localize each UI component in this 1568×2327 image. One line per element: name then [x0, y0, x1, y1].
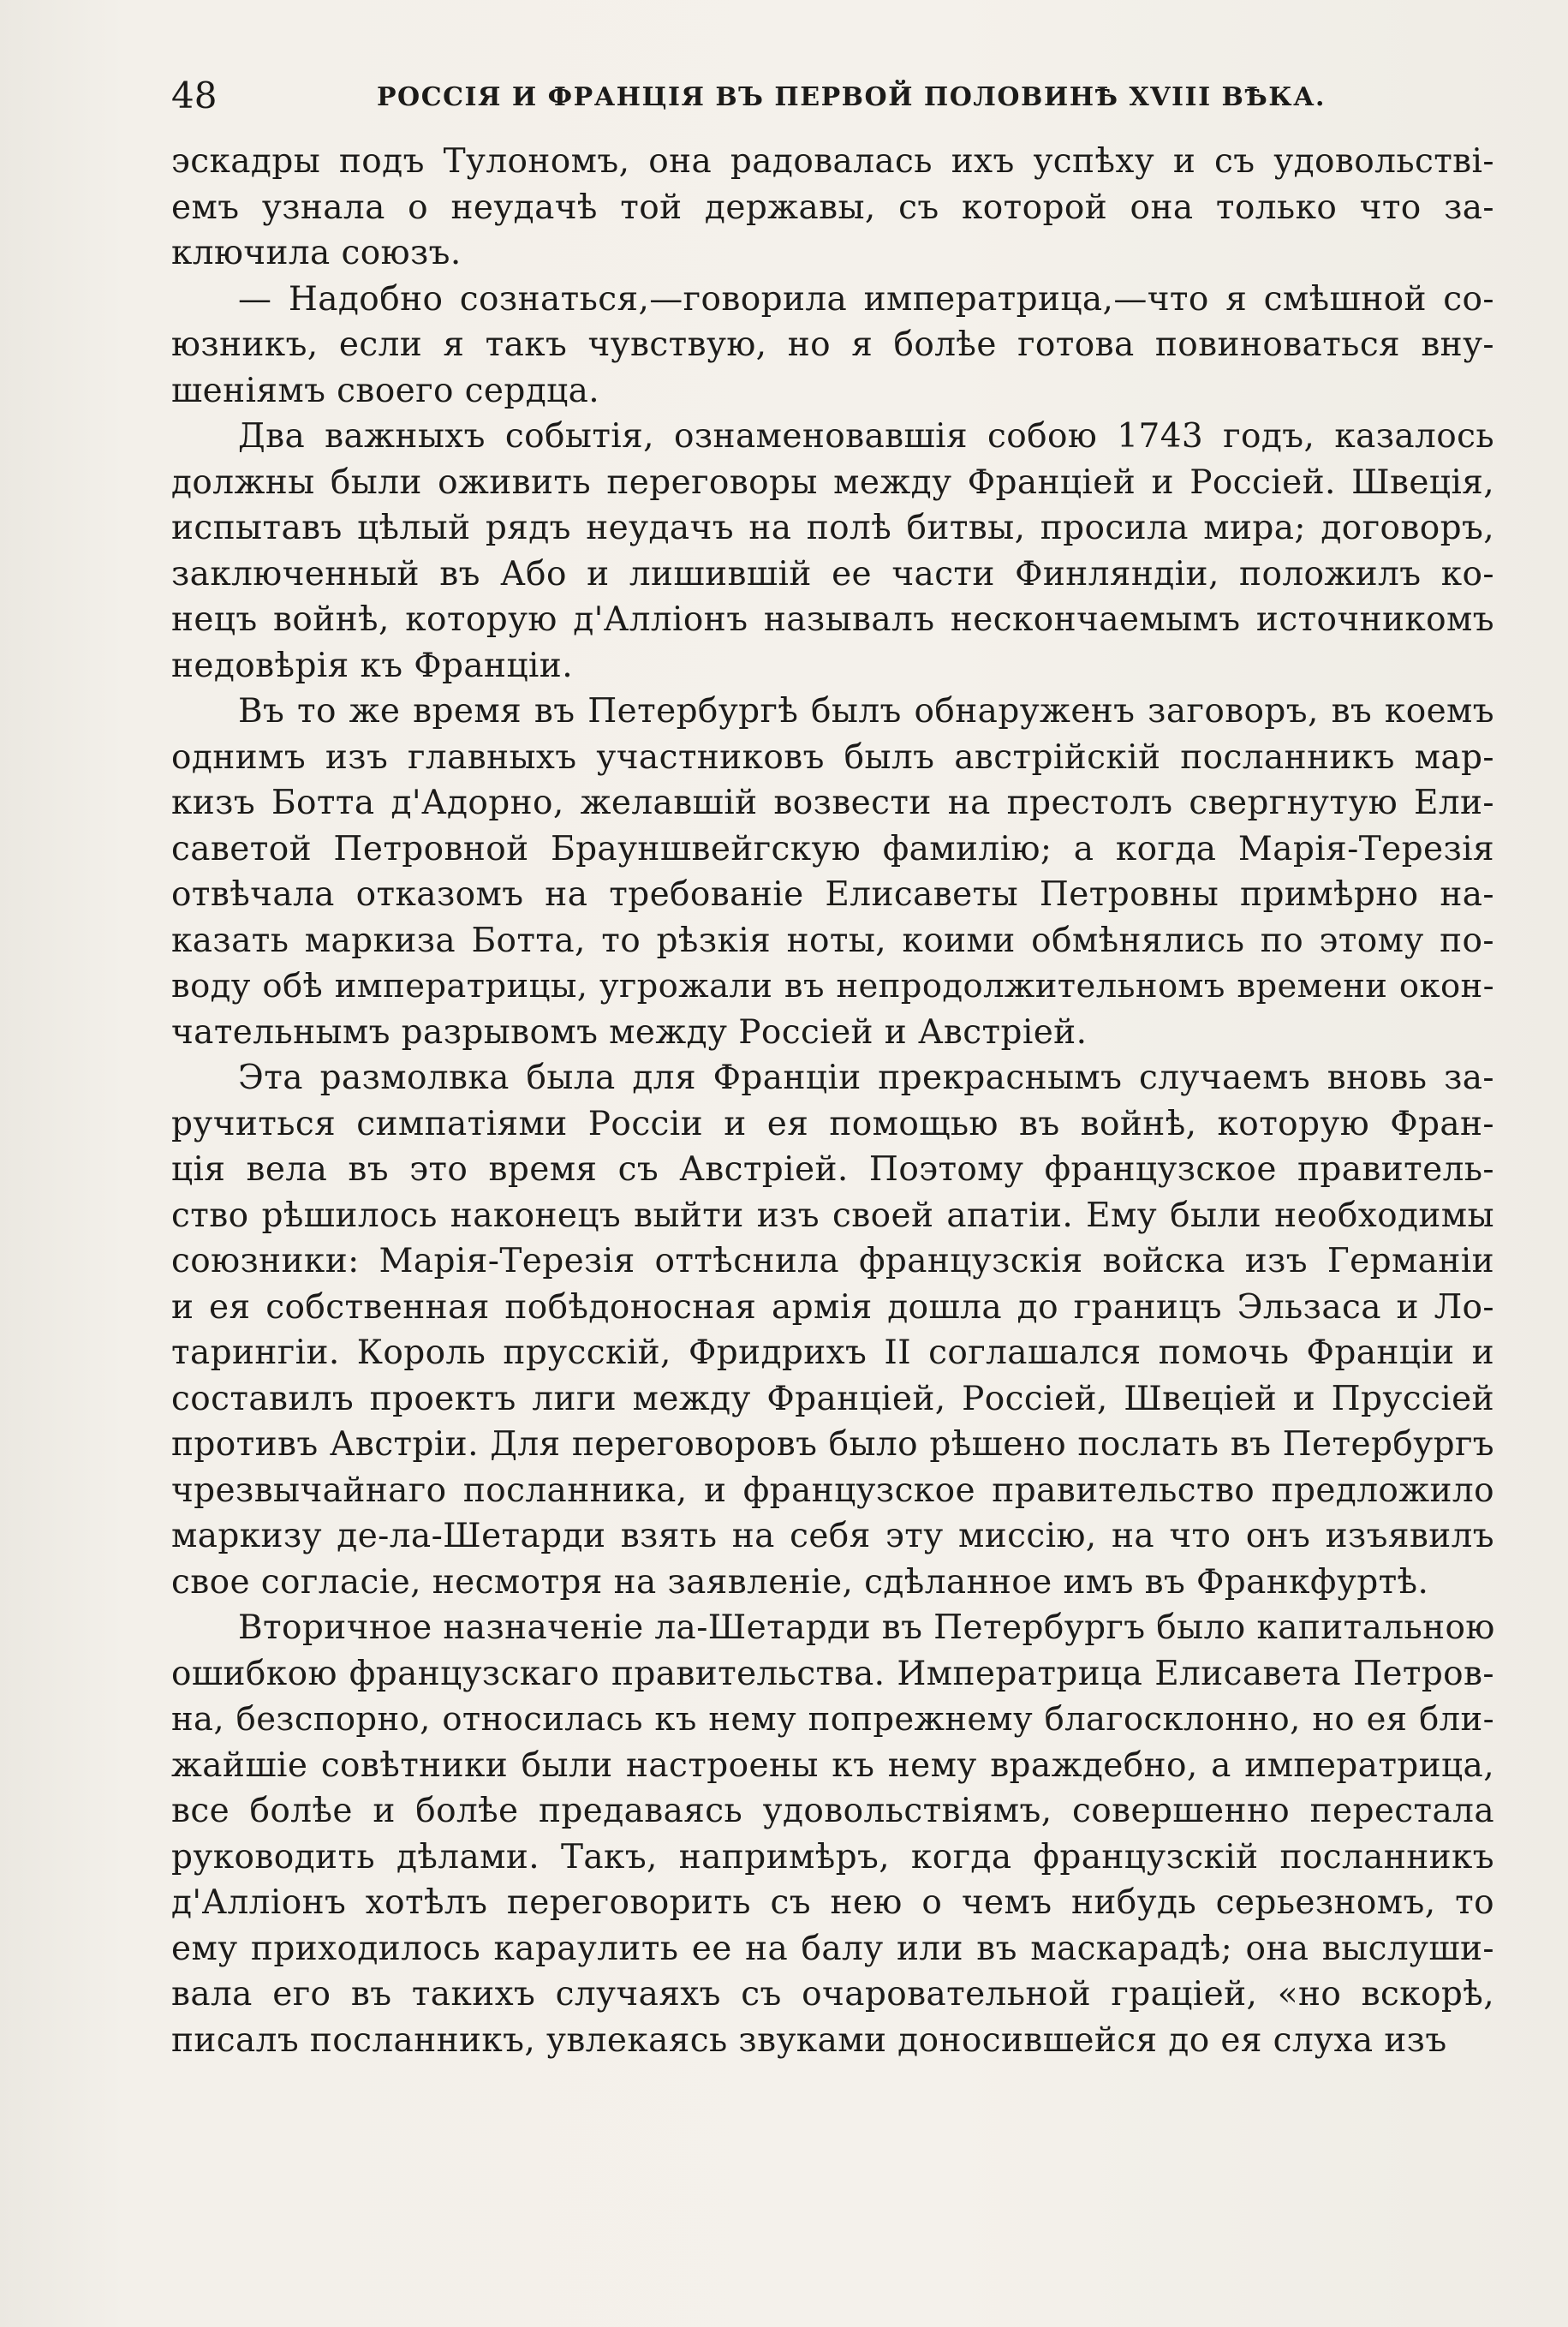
paragraph — [171, 689, 1494, 1055]
text-line: ручиться симпатiями Россiи и ея помощью въ войнѣ, которую Фран- — [171, 1104, 1494, 1143]
text-line: тарингiи. Король прусскiй, Фридрихъ II соглашался помочь Францiи и — [171, 1334, 1494, 1372]
text-line: недовѣрiя къ Францiи. — [171, 646, 573, 685]
text-line: заключенный въ Або и лишившiй ее части Финляндiи, положилъ ко- — [171, 554, 1494, 594]
text-line: писалъ посланникъ, увлекаясь звуками доносившейся до ея слуха изъ — [171, 2020, 1447, 2060]
text-line: и ея собственная побѣдоносная армiя дошла до границъ Эльзаса и Ло- — [171, 1287, 1494, 1327]
text-line: жайшiе совѣтники были настроены къ нему враждебно, а императрица, — [171, 1745, 1494, 1785]
text-line: воду обѣ императрицы, угрожали въ непродолжительномъ времени окон- — [171, 967, 1494, 1005]
text-line: цiя вела въ это время съ Австрiей. Поэтому французское правитель- — [171, 1150, 1494, 1189]
text-line: ему приходилось караулить ее на балу или въ маскарадѣ; она выслуши- — [171, 1929, 1494, 1968]
text-line: союзники: Марiя-Терезiя оттѣснила французскiя войска изъ Германiи — [171, 1242, 1494, 1280]
paragraph — [171, 139, 1494, 277]
body-text — [171, 139, 1494, 2063]
page-header — [171, 70, 1327, 122]
text-line: руководить дѣлами. Такъ, напримѣръ, когда французскiй посланникъ — [171, 1837, 1494, 1877]
text-line: эскадры подъ Тулономъ, она радовалась ихъ успѣху и съ удовольствi- — [171, 142, 1494, 181]
paragraph — [171, 1055, 1494, 1605]
text-line: чрезвычайнаго посланника, и французское правительство предложило — [171, 1471, 1494, 1510]
text-line: емъ узнала о неудачѣ той державы, съ которой она только что за- — [171, 188, 1494, 227]
text-line: — Надобно сознаться,—говорила императрица,—что я смѣшной со- — [238, 279, 1494, 319]
text-line: д'Аллiонъ хотѣлъ переговорить съ нею о чемъ нибудь серьезномъ, то — [171, 1883, 1494, 1922]
text-line: противъ Австрiи. Для переговоровъ было рѣшено послать въ Петербургъ — [171, 1425, 1494, 1464]
text-line: Вторичное назначенiе ла-Шетарди въ Петербургъ было капитальною — [238, 1608, 1495, 1647]
text-line: все болѣе и болѣе предаваясь удовольствiямъ, совершенно перестала — [171, 1792, 1494, 1830]
text-line: юзникъ, если я такъ чувствую, но я болѣе готова повиноваться вну- — [171, 325, 1494, 364]
text-line: чательнымъ разрывомъ между Россiей и Австрiей. — [171, 1012, 1088, 1052]
text-line: отвѣчала отказомъ на требованiе Елисаветы Петровны примѣрно на- — [171, 875, 1494, 914]
text-line: Въ то же время въ Петербургѣ былъ обнаруженъ заговоръ, въ коемъ — [238, 692, 1494, 731]
text-line: нецъ войнѣ, которую д'Аллiонъ называлъ нескончаемымъ источникомъ — [171, 600, 1494, 639]
text-line: испытавъ цѣлый рядъ неудачъ на полѣ битвы, просила мира; договоръ, — [171, 509, 1494, 547]
text-line: Два важныхъ событiя, ознаменовавшiя собою 1743 годъ, казалось — [238, 417, 1494, 456]
page-number: 48 — [171, 75, 218, 116]
text-line: ошибкою французскаго правительства. Императрица Елисавета Петров- — [171, 1654, 1494, 1693]
text-line: однимъ изъ главныхъ участниковъ былъ австрiйскiй посланникъ мар- — [171, 737, 1494, 777]
text-line: должны были оживить переговоры между Францiей и Россiей. Швецiя, — [171, 462, 1494, 502]
paragraph — [171, 1605, 1494, 2063]
paragraph — [171, 277, 1494, 415]
text-line: на, безспорно, относилась къ нему попрежнему благосклонно, но ея бли- — [171, 1700, 1494, 1739]
text-line: кизъ Ботта д'Адорно, желавшiй возвести на престолъ свергнутую Ели- — [171, 784, 1494, 822]
text-line: саветой Петровной Брауншвейгскую фамилiю; а когда Марiя-Терезiя — [171, 829, 1494, 868]
text-line: свое согласiе, несмотря на заявленiе, сдѣланное имъ въ Франкфуртѣ. — [171, 1562, 1429, 1602]
running-title: РОССІЯ И ФРАНЦІЯ ВЪ ПЕРВОЙ ПОЛОВИНѢ XVIII ВѢКА. — [377, 82, 1326, 112]
text-line: маркизу де-ла-Шетарди взять на себя эту миссiю, на что онъ изъявилъ — [171, 1517, 1494, 1555]
text-line: казать маркиза Ботта, то рѣзкiя ноты, коими обмѣнялись по этому по- — [171, 921, 1494, 960]
text-line: составилъ проектъ лиги между Францiей, Россiей, Швецiей и Пруссiей — [171, 1379, 1494, 1418]
text-line: ство рѣшилось наконецъ выйти изъ своей апатiи. Ему были необходимы — [171, 1196, 1494, 1235]
text-line: Эта размолвка была для Францiи прекраснымъ случаемъ вновь за- — [238, 1059, 1494, 1097]
paragraph — [171, 414, 1494, 689]
text-line: вала его въ такихъ случаяхъ съ очаровательной грацiей, «но вскорѣ, — [171, 1975, 1494, 2014]
text-line: ключила союзъ. — [171, 234, 462, 272]
text-line: шенiямъ своего сердца. — [171, 371, 600, 410]
